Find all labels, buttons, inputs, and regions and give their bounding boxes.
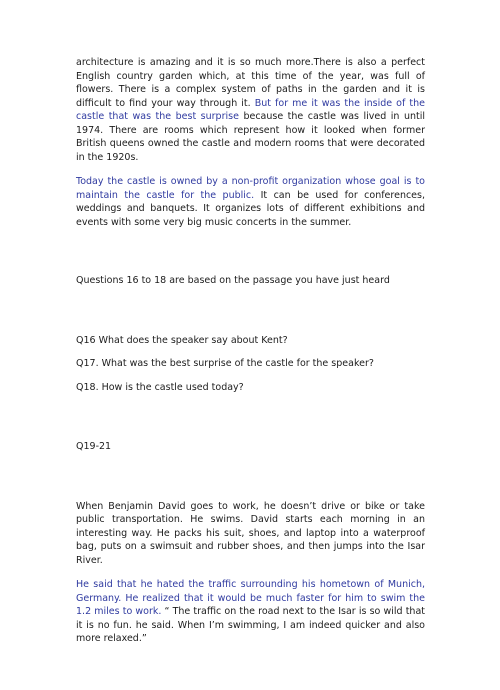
document-page [76,56,425,646]
passage1-paragraph-1 [76,56,425,164]
question-16: Q16 What does the speaker say about Kent? [76,334,288,346]
passage1-highlight-2: Today the castle is owned by a non-profit organization whose goal is to maintain the castle for the public. [76,176,425,201]
questions-intro: Questions 16 to 18 are based on the passage you have just heard [76,275,390,286]
passage2-text-b: “ The traffic on the road next to the Isar is so wild that it is no fun. he said. When I’m swimming, I am indeed quicker and also more relaxed.” [76,606,425,644]
passage1-text-a: architecture is amazing and it is so much more.There is also a perfect English country garden which, at this time of the year, was full of flowers. There is a complex system of paths in the garden and it is difficult to find your way through it. [76,57,425,109]
passage2-paragraph-2 [76,578,425,646]
passage1-text-b: because the castle was lived in until 1974. There are rooms which represent how it looked when former British queens owned the castle and modern rooms that were decorated in the 1920s. [76,111,425,163]
section-label-q19-21: Q19-21 [76,441,112,452]
question-18: Q18. How is the castle used today? [76,381,244,393]
passage2-paragraph-1: When Benjamin David goes to work, he doesn’t drive or bike or take public transportation. He swims. David starts each morning in an interesting way. He packs his suit, shoes, and laptop into a waterproof bag, puts on a swimsuit and rubber shoes, and then jumps into the Isar River. [76,500,425,566]
passage1-highlight-1: But for me it was the inside of the castle that was the best surprise [76,97,425,122]
passage1-text-c: It can be used for conferences, weddings and banquets. It organizes lots of different exhibitions and events with some very big music concerts in the summer. [76,189,425,228]
question-17: Q17. What was the best surprise of the castle for the speaker? [76,358,374,369]
passage2-highlight: He said that he hated the traffic surrounding his hometown of Munich, Germany. He realized that it would be much faster for him to swim the 1.2 miles to work. [76,579,425,617]
passage1-paragraph-2 [76,175,425,229]
